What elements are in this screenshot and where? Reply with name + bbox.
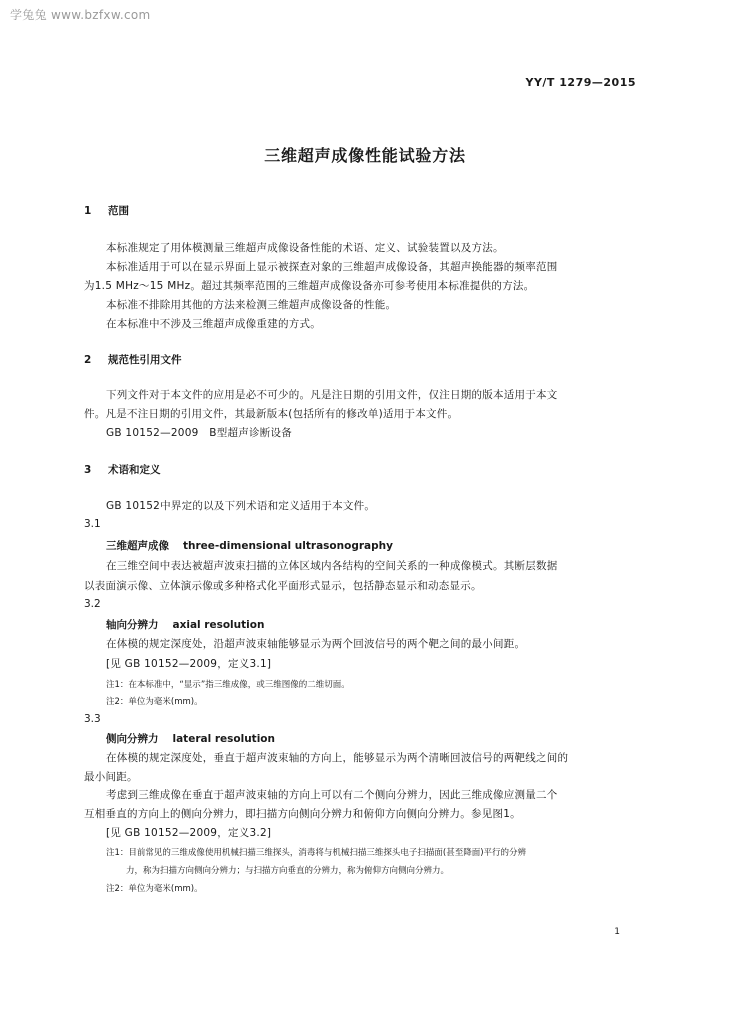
definition: 在三维空间中表达被超声波束扫描的立体区域内各结构的空间关系的一种成像模式。其断层数据 [106,560,558,572]
source-reference: [见 GB 10152—2009，定义3.2] [106,827,272,839]
paragraph-continuation: 件。凡是不注日期的引用文件，其最新版本(包括所有的修改单)适用于本文件。 [84,408,459,420]
term-cn: 轴向分辨力 [106,619,159,631]
section-number: 3 [84,464,92,476]
paragraph-continuation: 为1.5 MHz～15 MHz。超过其频率范围的三维超声成像设备亦可参考使用本标准提供的方法。 [84,280,535,292]
section-2-heading [84,352,182,367]
paragraph: 考虑到三维成像在垂直于超声波束轴的方向上可以有二个侧向分辨力，因此三维成像应测量二个 [106,789,558,801]
document-title: 三维超声成像性能试验方法 [264,146,466,165]
standard-number: YY/T 1279—2015 [525,76,636,89]
note: 注1：目前常见的三维成像使用机械扫描三维探头，消毒将与机械扫描三维探头电子扫描面(甚至降面)平行的分辨 [106,848,527,858]
definition: 在体模的规定深度处，垂直于超声波束轴的方向上，能够显示为两个清晰回波信号的两靶线之间的 [106,752,569,764]
section-title: 术语和定义 [108,464,161,476]
note-continuation: 力，称为扫描方向侧向分辨力；与扫描方向垂直的分辨力，称为俯仰方向侧向分辨力。 [126,866,450,876]
note: 注2：单位为毫米(mm)。 [106,697,203,707]
watermark: 学兔兔 www.bzfxw.com [10,8,151,22]
section-title: 范围 [108,205,129,217]
note: 注1：在本标准中，“显示”指三维成像，或三维图像的二维切面。 [106,680,350,690]
paragraph-continuation: 互相垂直的方向上的侧向分辨力，即扫描方向侧向分辨力和俯仰方向侧向分辨力。参见图1。 [84,808,521,820]
section-3-heading [84,462,161,477]
section-title: 规范性引用文件 [108,354,182,366]
definition-continuation: 最小间距。 [84,771,138,783]
paragraph: 本标准适用于可以在显示界面上显示被探查对象的三维超声成像设备，其超声换能器的频率范围 [106,261,558,273]
definition-continuation: 以表面演示像、立体演示像或多种格式化平面形式显示，包括静态显示和动态显示。 [84,580,482,592]
paragraph: GB 10152中界定的以及下列术语和定义适用于本文件。 [106,500,376,512]
paragraph: 本标准不排除用其他的方法来检测三维超声成像设备的性能。 [106,299,397,311]
section-number: 1 [84,205,92,217]
term-cn: 侧向分辨力 [106,733,159,745]
source-reference: [见 GB 10152—2009，定义3.1] [106,658,272,670]
term-en: lateral resolution [172,733,275,745]
term-number: 3.2 [84,598,101,610]
term-number: 3.1 [84,518,101,530]
normative-reference: GB 10152—2009 B型超声诊断设备 [106,427,293,439]
paragraph: 本标准规定了用体模测量三维超声成像设备性能的术语、定义、试验装置以及方法。 [106,242,504,254]
note: 注2：单位为毫米(mm)。 [106,884,203,894]
definition: 在体模的规定深度处，沿超声波束轴能够显示为两个回波信号的两个靶之间的最小间距。 [106,638,526,650]
term-cn: 三维超声成像 [106,540,169,552]
page-number: 1 [614,927,620,937]
paragraph: 在本标准中不涉及三维超声成像重建的方式。 [106,318,321,330]
term-en: three-dimensional ultrasonography [183,540,393,552]
term-heading [106,538,393,553]
term-en: axial resolution [172,619,265,631]
section-1-heading [84,203,129,218]
term-heading [106,731,275,746]
section-number: 2 [84,354,92,366]
term-number: 3.3 [84,713,101,725]
term-heading [106,617,264,632]
paragraph: 下列文件对于本文件的应用是必不可少的。凡是注日期的引用文件，仅注日期的版本适用于本文 [106,389,558,401]
